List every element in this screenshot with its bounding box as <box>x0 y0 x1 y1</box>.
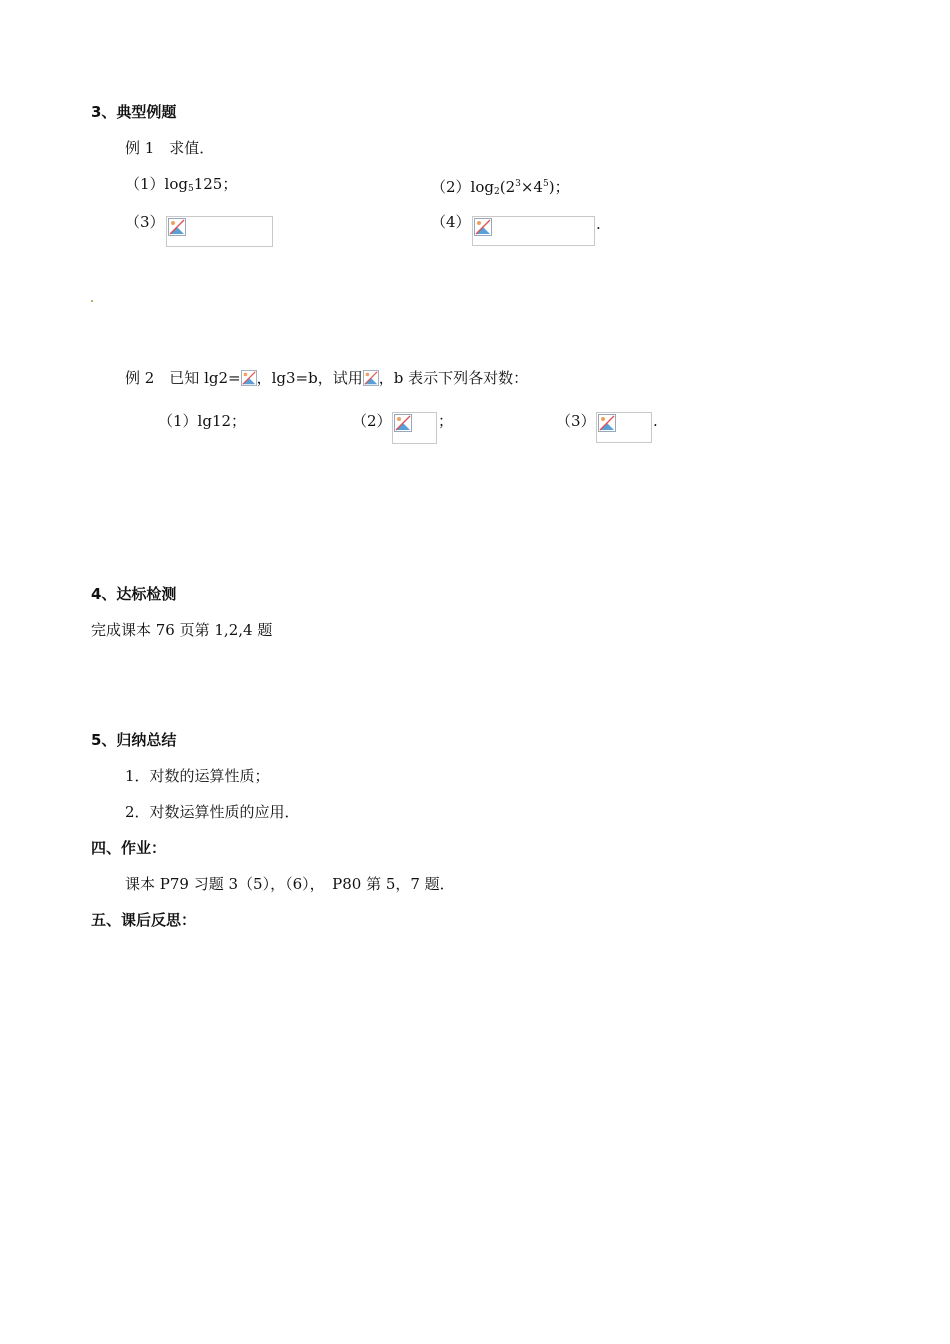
broken-image-icon <box>474 218 492 236</box>
log-text: log <box>470 178 494 196</box>
expr-open: (2 <box>499 178 516 196</box>
homework-text: 课本 P79 习题 3（5），（6）， P80 第 5，7 题． <box>125 875 455 893</box>
broken-image-icon <box>363 370 379 386</box>
exponent: 5 <box>542 179 549 189</box>
log-base: 5 <box>187 184 194 194</box>
expr-times: ×4 <box>520 178 543 196</box>
example2-part2-end: ； <box>438 412 454 430</box>
broken-image-icon <box>394 414 412 432</box>
example2-part3-label: （3） <box>556 412 596 430</box>
example2-title-a: 例 2 已知 lg2= <box>125 369 241 387</box>
example2-part1: （1）lg12； <box>158 412 247 430</box>
example2-part3-end: . <box>653 412 658 430</box>
section4-heading: 4、达标检测 <box>91 585 177 603</box>
section3-heading: 3、典型例题 <box>91 103 177 121</box>
broken-image-icon <box>598 414 616 432</box>
formula-image-placeholder <box>392 412 437 444</box>
part2-label: （2） <box>431 178 471 196</box>
log-base: 2 <box>493 187 500 197</box>
homework-heading: 四、作业： <box>91 839 167 857</box>
example2-title <box>125 368 528 388</box>
summary-item-2: 2．对数运算性质的应用． <box>125 803 300 821</box>
example2-title-b: ，lg3=b，试用 <box>256 369 363 387</box>
formula-image-placeholder <box>166 216 273 247</box>
section5-heading: 5、归纳总结 <box>91 731 177 749</box>
section4-text: 完成课本 76 页第 1,2,4 题 <box>91 621 273 639</box>
example2-title-c: ，b 表示下列各对数： <box>378 369 529 387</box>
exponent: 3 <box>515 179 521 189</box>
broken-image-icon <box>241 370 257 386</box>
part1-label: （1） <box>125 175 165 193</box>
formula-image-placeholder <box>472 216 595 246</box>
part4-label: （4） <box>431 213 471 231</box>
summary-item-1: 1．对数的运算性质； <box>125 767 270 785</box>
broken-image-icon <box>168 218 186 236</box>
example2-part2-label: （2） <box>352 412 392 430</box>
log-argument: 125； <box>193 175 238 193</box>
part4-end: . <box>596 215 601 233</box>
expr-close: )； <box>548 178 570 196</box>
example1-part2 <box>431 174 570 202</box>
stray-mark <box>91 300 93 302</box>
example1-part1 <box>125 174 237 199</box>
formula-image-placeholder <box>596 412 652 443</box>
log-text: log <box>164 175 188 193</box>
reflection-heading: 五、课后反思： <box>91 911 197 929</box>
example1-title: 例 1 求值． <box>125 139 215 157</box>
part3-label: （3） <box>125 213 165 231</box>
